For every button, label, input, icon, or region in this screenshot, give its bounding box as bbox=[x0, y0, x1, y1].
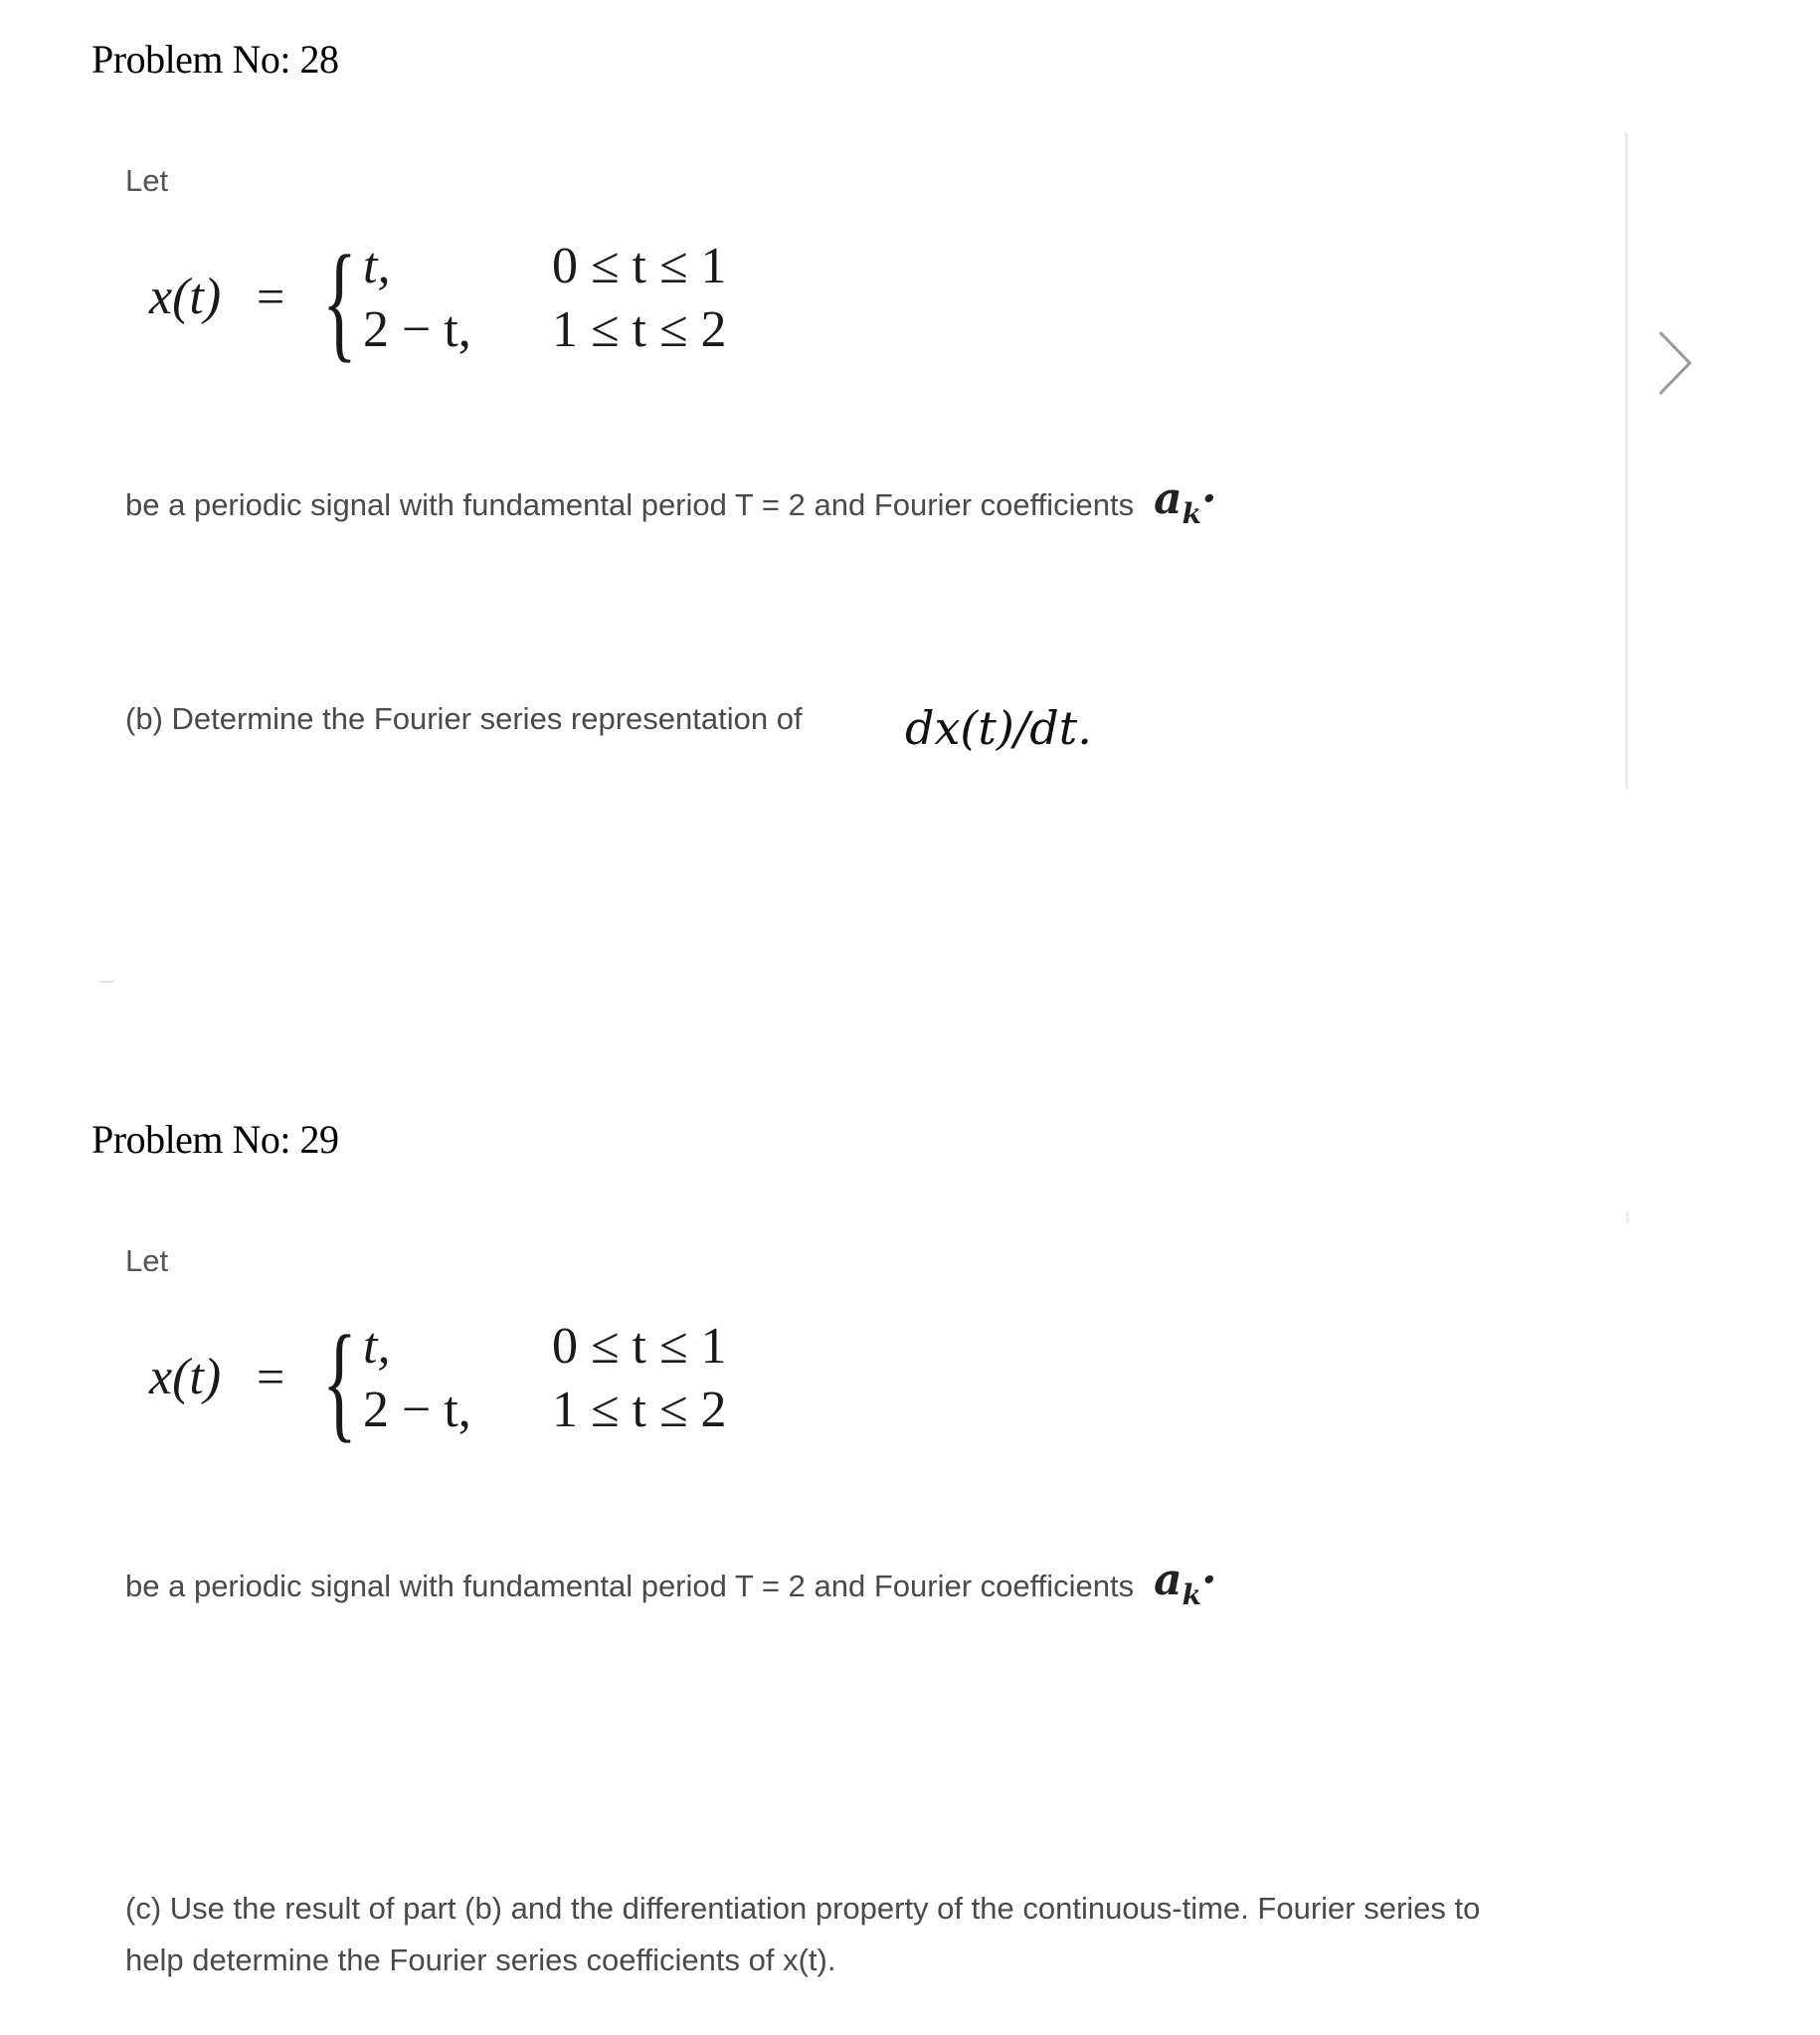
problem-28-statement bbox=[125, 473, 1216, 530]
case-2-condition: 1 ≤ t ≤ 2 bbox=[552, 301, 727, 358]
problem-29-part-c: (c) Use the result of part (b) and the differentiation property of the continuous-time. Fourier series to help determine the Fourier series coefficients of x(t). bbox=[125, 1891, 1481, 1977]
equation-lhs: x(t) bbox=[149, 1349, 222, 1405]
case-1-expression: t, bbox=[363, 238, 391, 294]
problem-29-statement bbox=[125, 1555, 1216, 1611]
chevron-right-icon[interactable] bbox=[1656, 328, 1696, 398]
case-2-condition: 1 ≤ t ≤ 2 bbox=[552, 1382, 727, 1438]
case-1-condition: 0 ≤ t ≤ 1 bbox=[552, 238, 727, 294]
equation-equals: = bbox=[257, 269, 285, 324]
problem-28-equation bbox=[149, 228, 845, 374]
problem-29-intro: Let bbox=[125, 1243, 169, 1278]
divider-mark bbox=[99, 981, 113, 983]
problem-29-equation bbox=[149, 1308, 845, 1454]
statement-text: be a periodic signal with fundamental period T = 2 and Fourier coefficients bbox=[125, 1569, 1135, 1603]
problem-28-heading: Problem No: 28 bbox=[91, 37, 339, 82]
equation-lhs: x(t) bbox=[149, 269, 222, 325]
statement-text: be a periodic signal with fundamental period T = 2 and Fourier coefficients bbox=[125, 487, 1135, 522]
divider-mark bbox=[1626, 1211, 1629, 1223]
derivative-expression: dx(t)/dt. bbox=[905, 701, 1092, 755]
problem-29-heading: Problem No: 29 bbox=[91, 1117, 339, 1162]
equation-equals: = bbox=[257, 1349, 285, 1404]
fourier-coefficient-symbol: $a_k\cdot$ bbox=[1154, 473, 1217, 530]
case-2-expression: 2 − t, bbox=[363, 301, 471, 358]
fourier-coefficient-symbol: $a_k\cdot$ bbox=[1154, 1555, 1217, 1611]
problem-28-intro: Let bbox=[125, 163, 169, 198]
case-1-expression: t, bbox=[363, 1318, 391, 1375]
left-brace-icon: { bbox=[322, 228, 357, 374]
left-brace-icon: { bbox=[322, 1308, 357, 1454]
vertical-divider bbox=[1625, 132, 1628, 789]
case-1-condition: 0 ≤ t ≤ 1 bbox=[552, 1318, 727, 1375]
problem-28-part-b: (b) Determine the Fourier series representation of bbox=[125, 701, 803, 736]
case-2-expression: 2 − t, bbox=[363, 1382, 471, 1438]
